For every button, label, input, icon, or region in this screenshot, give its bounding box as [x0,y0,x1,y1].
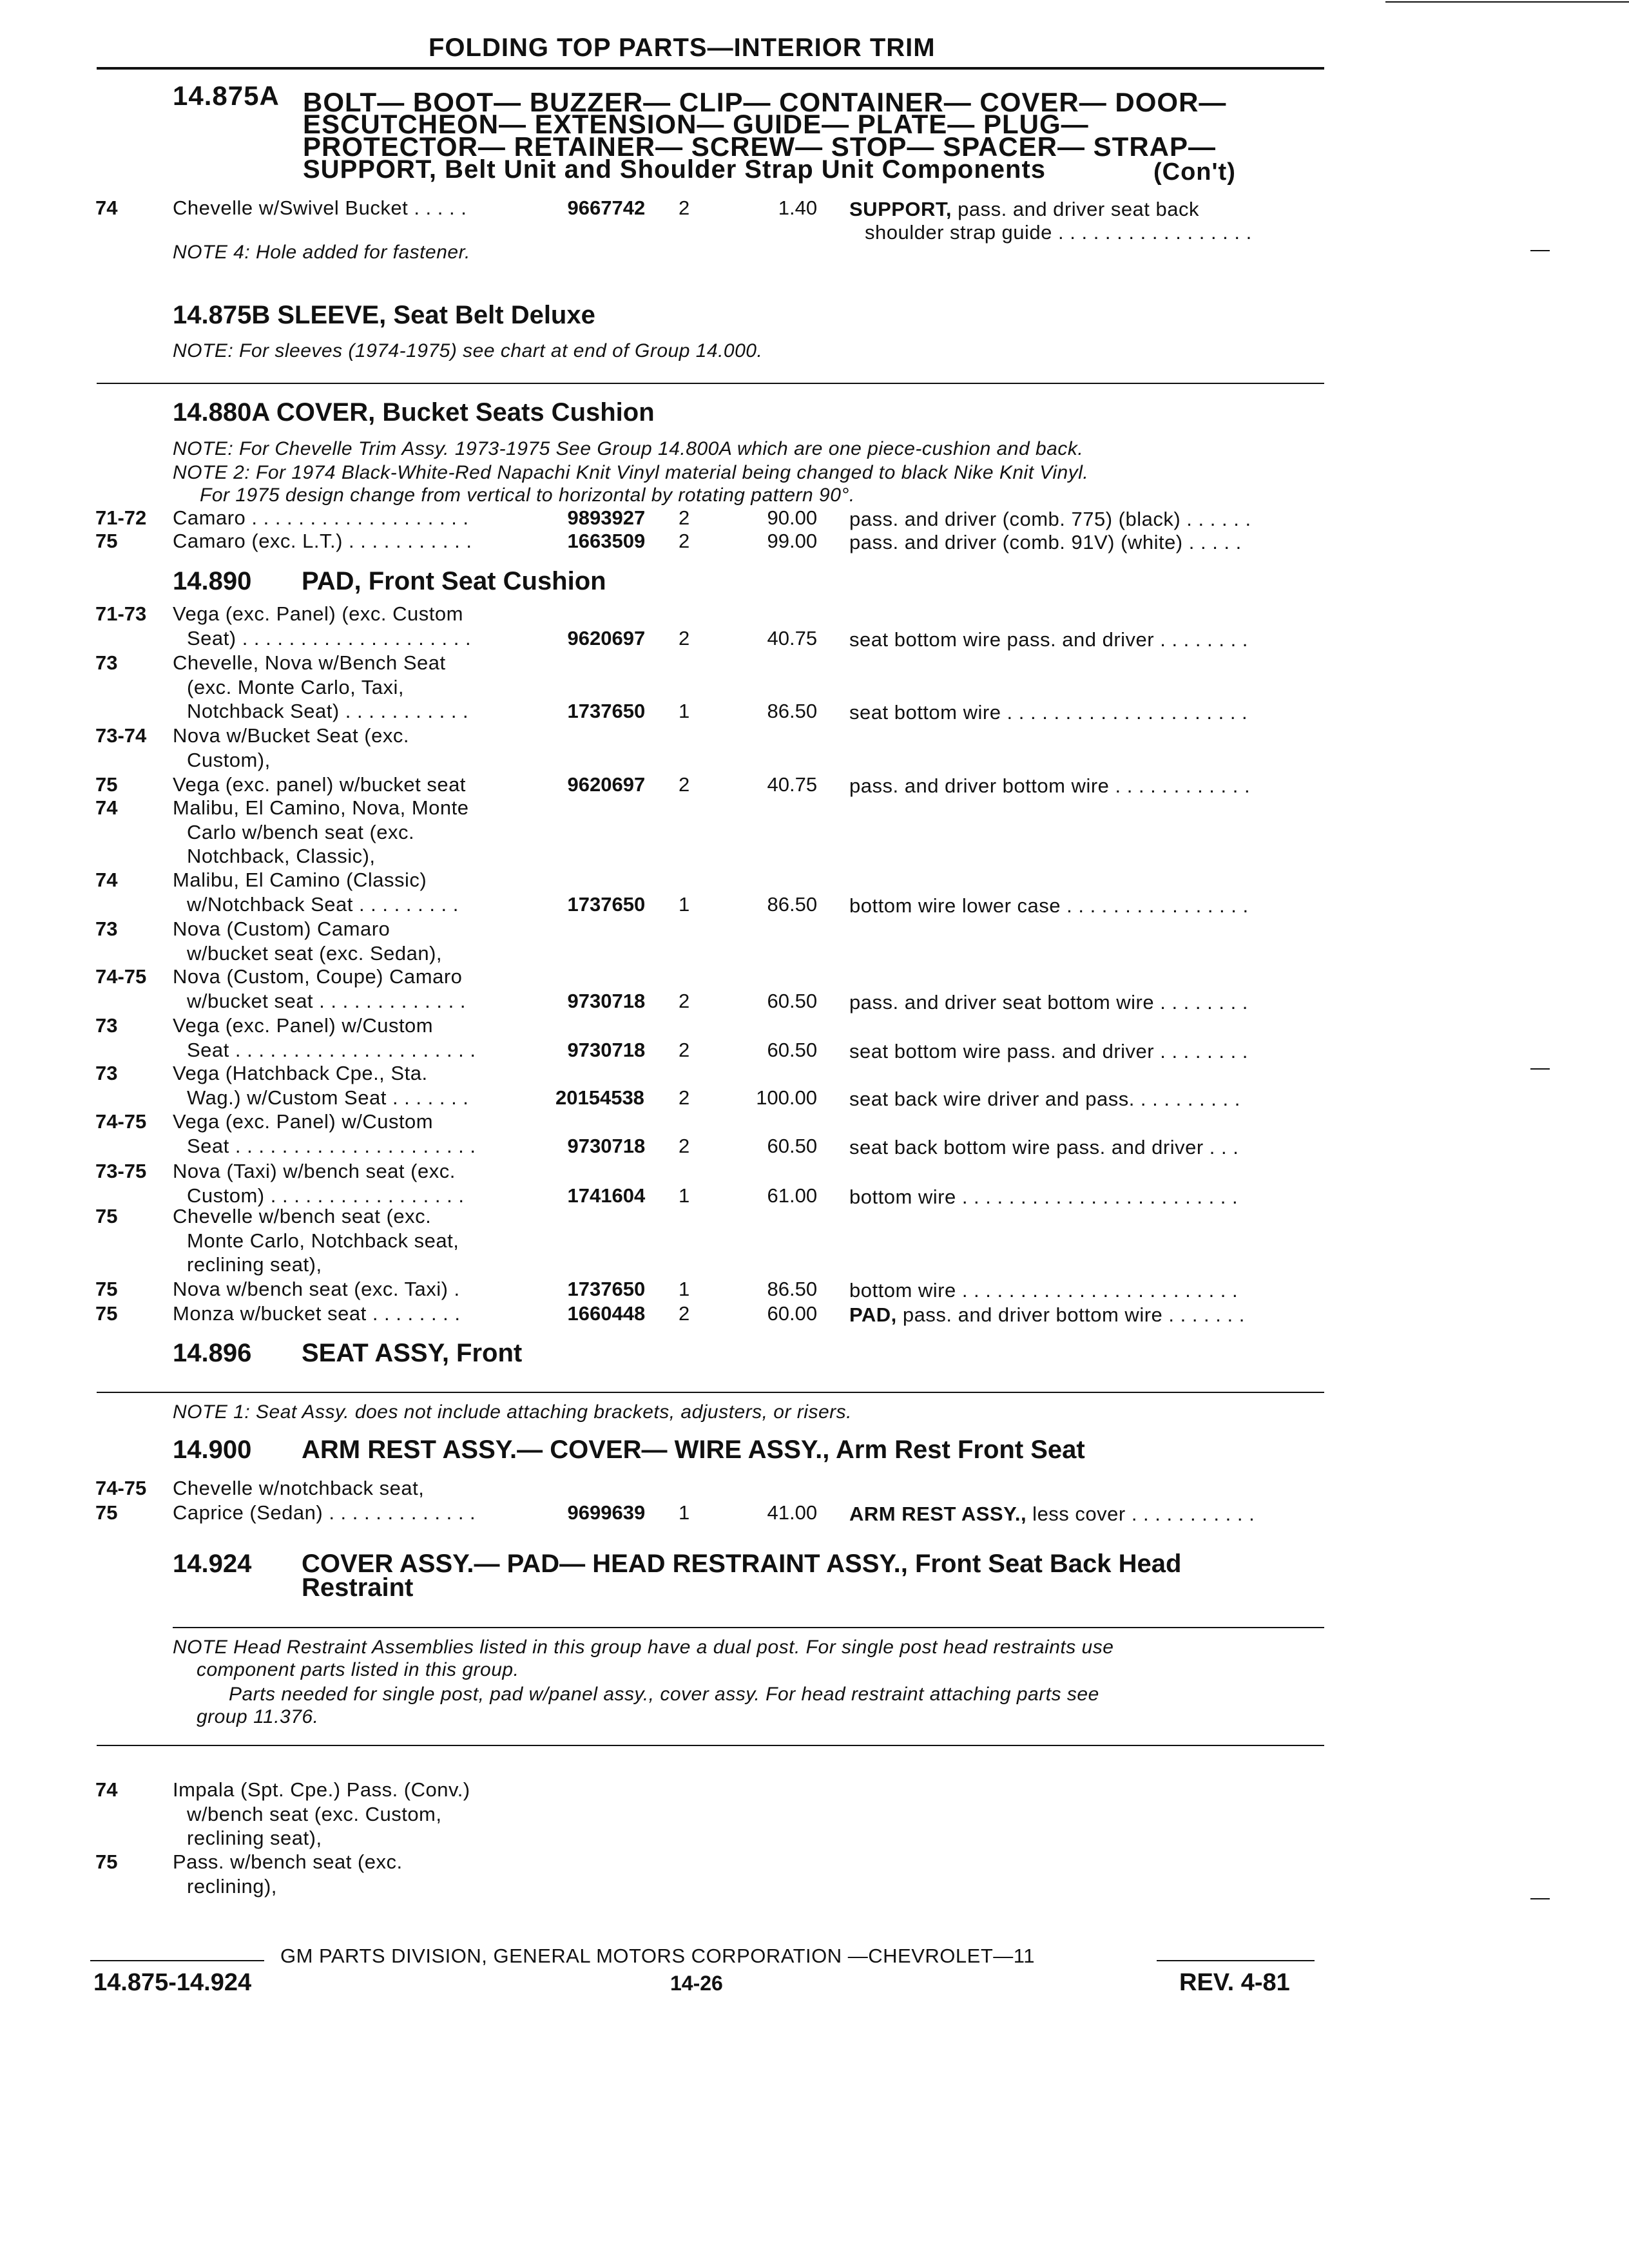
section-14-896-note: NOTE 1: Seat Assy. does not include attaching brackets, adjusters, or risers. [173,1401,852,1423]
row-description: Seat) . . . . . . . . . . . . . . . . . . . . [187,626,472,649]
row-description: Chevelle, Nova w/Bench Seat [173,651,446,674]
row-year: 73 [95,1014,118,1037]
row-remarks: bottom wire lower case . . . . . . . . . . . . . . . . [849,894,1249,917]
row-description: w/Notchback Seat . . . . . . . . . [187,892,459,916]
row-remarks-rest: pass. and driver seat back [952,198,1200,220]
row-description: Wag.) w/Custom Seat . . . . . . . [187,1086,469,1109]
row-price: 60.00 [767,1302,818,1325]
row-remarks-bold: PAD, [849,1303,897,1326]
row-part-number: 9730718 [567,989,646,1012]
row-part-number: 9620697 [567,626,646,649]
rule-875b [97,383,1324,384]
row-price: 60.50 [767,1134,818,1157]
row-remarks [849,1503,1255,1526]
row-year: 73-74 [95,724,147,747]
row-price: 61.00 [767,1184,818,1207]
row-price: 90.00 [767,506,818,529]
section-14-896-number: 14.896 [173,1339,252,1367]
row-price: 60.50 [767,989,818,1012]
row-year: 73-75 [95,1160,147,1182]
title-rule [97,67,1324,70]
row-description: w/bench seat (exc. Custom, [187,1802,442,1825]
row-description: Chevelle w/notchback seat, [173,1477,425,1499]
row-part-number: 1663509 [567,530,646,552]
section-14-875b-note: NOTE: For sleeves (1974-1975) see chart at end of Group 14.000. [173,340,763,361]
row-price: 1.40 [778,197,818,219]
section-14-875a-number: 14.875A [173,81,280,111]
row-part-number: 1737650 [567,892,646,916]
section-14-875a-line4: SUPPORT, Belt Unit and Shoulder Strap Unit Components [303,155,1046,184]
row-remarks-rest: pass. and driver bottom wire . . . . . . . [896,1303,1245,1326]
row-price: 40.75 [767,626,818,649]
row-description: Nova w/bench seat (exc. Taxi) . [173,1278,460,1300]
footer-right: REV. 4-81 [1179,1969,1290,1996]
row-description: Notchback Seat) . . . . . . . . . . . [187,700,469,722]
row-remarks-line2: shoulder strap guide . . . . . . . . . . . . . . . . . [865,221,1252,244]
row-remarks-bold: SUPPORT, [849,198,952,220]
row-description: reclining), [187,1874,277,1898]
section-14-880a-note1: NOTE: For Chevelle Trim Assy. 1973-1975 See Group 14.800A which are one piece-cushion and back. [173,438,1084,459]
rule-896 [97,1392,1324,1393]
row-remarks: seat bottom wire pass. and driver . . . . . . . . [849,1039,1248,1062]
row-part-number: 1660448 [567,1302,646,1325]
section-14-880a-note3: For 1975 design change from vertical to horizontal by rotating pattern 90°. [200,485,855,506]
row-description: Nova (Custom, Coupe) Camaro [173,965,463,988]
row-description: reclining seat), [187,1827,322,1849]
section-14-875a-line2: ESCUTCHEON— EXTENSION— GUIDE— PLATE— PLUG— [303,109,1089,139]
row-price: 86.50 [767,700,818,722]
rule-924a [173,1627,1324,1628]
top-right-rule [1385,1,1629,3]
section-14-875a-cont: (Con't) [1153,159,1236,186]
section-14-875b-title: 14.875B SLEEVE, Seat Belt Deluxe [173,301,595,329]
row-year: 75 [95,1501,118,1524]
row-description: w/bucket seat (exc. Sedan), [187,941,443,965]
row-part-number: 1737650 [567,700,646,722]
section-14-875a-line1: BOLT— BOOT— BUZZER— CLIP— CONTAINER— COVER— DOOR— [303,87,1227,117]
row-remarks-rest: less cover . . . . . . . . . . . [1027,1503,1255,1525]
row-year: 75 [95,1205,118,1227]
row-part-number: 9730718 [567,1038,646,1061]
row-quantity: 2 [679,1038,690,1061]
row-year: 74-75 [95,1477,147,1499]
row-quantity: 2 [679,773,690,796]
margin-mark [1530,1898,1550,1899]
row-quantity: 1 [679,1184,690,1207]
row-price: 99.00 [767,530,818,552]
section-14-924-note3: Parts needed for single post, pad w/panel assy., cover assy. For head restraint attaching parts see [229,1684,1099,1705]
section-14-924-title2: Restraint [302,1573,414,1602]
row-description: Camaro . . . . . . . . . . . . . . . . . . . [173,506,469,529]
row-quantity: 2 [679,530,690,552]
section-14-880a-note2: NOTE 2: For 1974 Black-White-Red Napachi Knit Vinyl material being changed to black Nike Knit Vinyl. [173,462,1089,483]
row-quantity: 1 [679,892,690,916]
row-price: 86.50 [767,892,818,916]
row-quantity: 1 [679,700,690,722]
section-14-890-number: 14.890 [173,567,252,595]
row-price: 100.00 [756,1086,818,1109]
section-14-875a-note4: NOTE 4: Hole added for fastener. [173,242,470,263]
row-year: 73 [95,651,118,674]
row-price: 40.75 [767,773,818,796]
row-description: Impala (Spt. Cpe.) Pass. (Conv.) [173,1778,470,1801]
row-description: w/bucket seat . . . . . . . . . . . . . [187,989,466,1012]
rule-924b [97,1745,1324,1746]
section-14-896-title: SEAT ASSY, Front [302,1339,523,1367]
row-remarks: pass. and driver bottom wire . . . . . . . . . . . . [849,774,1251,797]
row-description: Nova w/Bucket Seat (exc. [173,724,409,747]
row-description: Custom) . . . . . . . . . . . . . . . . . [187,1184,465,1207]
row-description: (exc. Monte Carlo, Taxi, [187,675,405,698]
row-description: Nova (Taxi) w/bench seat (exc. [173,1160,456,1182]
row-year: 75 [95,1850,118,1873]
row-description: Camaro (exc. L.T.) . . . . . . . . . . . [173,530,472,552]
row-year: 74-75 [95,1110,147,1133]
section-14-924-note1: NOTE Head Restraint Assemblies listed in this group have a dual post. For single post head restraints use [173,1637,1114,1658]
row-quantity: 2 [679,197,690,219]
row-remarks: pass. and driver (comb. 775) (black) . . . . . . [849,508,1251,530]
row-part-number: 9893927 [567,506,646,529]
section-14-924-number: 14.924 [173,1550,252,1578]
row-description: Vega (exc. Panel) (exc. Custom [173,602,463,625]
row-description: Chevelle w/Swivel Bucket . . . . . [173,197,467,219]
section-14-890-title: PAD, Front Seat Cushion [302,567,606,595]
row-description: Notchback, Classic), [187,845,376,867]
row-description: reclining seat), [187,1253,322,1276]
row-description: Vega (exc. Panel) w/Custom [173,1014,434,1037]
section-14-924-note2: component parts listed in this group. [197,1659,519,1680]
row-description: Monza w/bucket seat . . . . . . . . [173,1302,461,1325]
footer-left: 14.875-14.924 [93,1969,252,1996]
section-14-900-number: 14.900 [173,1436,252,1464]
row-description: Custom), [187,748,271,771]
row-part-number: 1737650 [567,1278,646,1300]
row-description: Monte Carlo, Notchback seat, [187,1229,459,1252]
row-remarks [849,198,1199,221]
row-description: Malibu, El Camino (Classic) [173,869,427,891]
row-quantity: 2 [679,1302,690,1325]
row-year: 74 [95,869,118,891]
row-year: 74 [95,197,118,219]
margin-mark [1530,1068,1550,1070]
row-quantity: 2 [679,989,690,1012]
footer-rule-right [1157,1960,1315,1961]
row-description: Nova (Custom) Camaro [173,918,390,940]
footer-rule-left [90,1960,264,1961]
page-title: FOLDING TOP PARTS—INTERIOR TRIM [429,34,936,62]
row-year: 75 [95,530,118,552]
section-14-875a-line3: PROTECTOR— RETAINER— SCREW— STOP— SPACER— STRAP— [303,131,1216,162]
row-remarks: seat bottom wire . . . . . . . . . . . . . . . . . . . . . [849,701,1248,724]
row-remarks: pass. and driver seat bottom wire . . . . . . . . [849,990,1248,1014]
row-description: Vega (exc. Panel) w/Custom [173,1110,434,1133]
row-part-number: 9667742 [567,197,646,219]
section-14-924-title1: COVER ASSY.— PAD— HEAD RESTRAINT ASSY., Front Seat Back Head [302,1550,1182,1578]
row-price: 60.50 [767,1038,818,1061]
row-year: 74 [95,1778,118,1801]
row-remarks: seat bottom wire pass. and driver . . . . . . . . [849,628,1248,651]
footer-line: GM PARTS DIVISION, GENERAL MOTORS CORPORATION —CHEVROLET—11 [280,1945,1035,1967]
row-remarks: seat back bottom wire pass. and driver . . . [849,1135,1239,1158]
row-year: 71-73 [95,602,147,625]
row-remarks: pass. and driver (comb. 91V) (white) . . . . . [849,531,1242,553]
row-price: 41.00 [767,1501,818,1524]
row-year: 71-72 [95,506,147,529]
row-year: 75 [95,1302,118,1325]
row-quantity: 1 [679,1278,690,1300]
row-year: 73 [95,1062,118,1084]
section-14-900-title: ARM REST ASSY.— COVER— WIRE ASSY., Arm Rest Front Seat [302,1436,1085,1464]
row-part-number: 9699639 [567,1501,646,1524]
row-quantity: 2 [679,1134,690,1157]
row-quantity: 1 [679,1501,690,1524]
row-description: Caprice (Sedan) . . . . . . . . . . . . . [173,1501,476,1524]
margin-mark [1530,250,1550,251]
row-description: Vega (Hatchback Cpe., Sta. [173,1062,428,1084]
row-part-number: 20154538 [555,1086,644,1109]
row-remarks: bottom wire . . . . . . . . . . . . . . . . . . . . . . . . [849,1279,1239,1302]
row-year: 73 [95,918,118,940]
row-year: 75 [95,1278,118,1300]
row-remarks: seat back wire driver and pass. . . . . . . . . . [849,1087,1240,1110]
row-description: Pass. w/bench seat (exc. [173,1850,403,1873]
row-description: Carlo w/bench seat (exc. [187,820,415,843]
row-part-number: 9730718 [567,1134,646,1157]
row-description: Seat . . . . . . . . . . . . . . . . . . . . . [187,1134,476,1157]
row-description: Seat . . . . . . . . . . . . . . . . . . . . . [187,1038,476,1061]
row-quantity: 2 [679,626,690,649]
row-description: Chevelle w/bench seat (exc. [173,1205,432,1227]
section-14-880a-title: 14.880A COVER, Bucket Seats Cushion [173,398,655,427]
row-part-number: 1741604 [567,1184,646,1207]
row-remarks-bold: ARM REST ASSY., [849,1503,1027,1525]
row-description: Malibu, El Camino, Nova, Monte [173,796,469,819]
footer-center: 14-26 [670,1972,723,1995]
row-year: 74-75 [95,965,147,988]
row-description: Vega (exc. panel) w/bucket seat [173,773,466,796]
row-year: 74 [95,796,118,819]
row-price: 86.50 [767,1278,818,1300]
row-year: 75 [95,773,118,796]
row-quantity: 2 [679,506,690,529]
row-remarks: bottom wire . . . . . . . . . . . . . . . . . . . . . . . . [849,1185,1239,1208]
row-quantity: 2 [679,1086,690,1109]
row-part-number: 9620697 [567,773,646,796]
section-14-924-note4: group 11.376. [197,1706,319,1727]
row-remarks [849,1303,1245,1327]
